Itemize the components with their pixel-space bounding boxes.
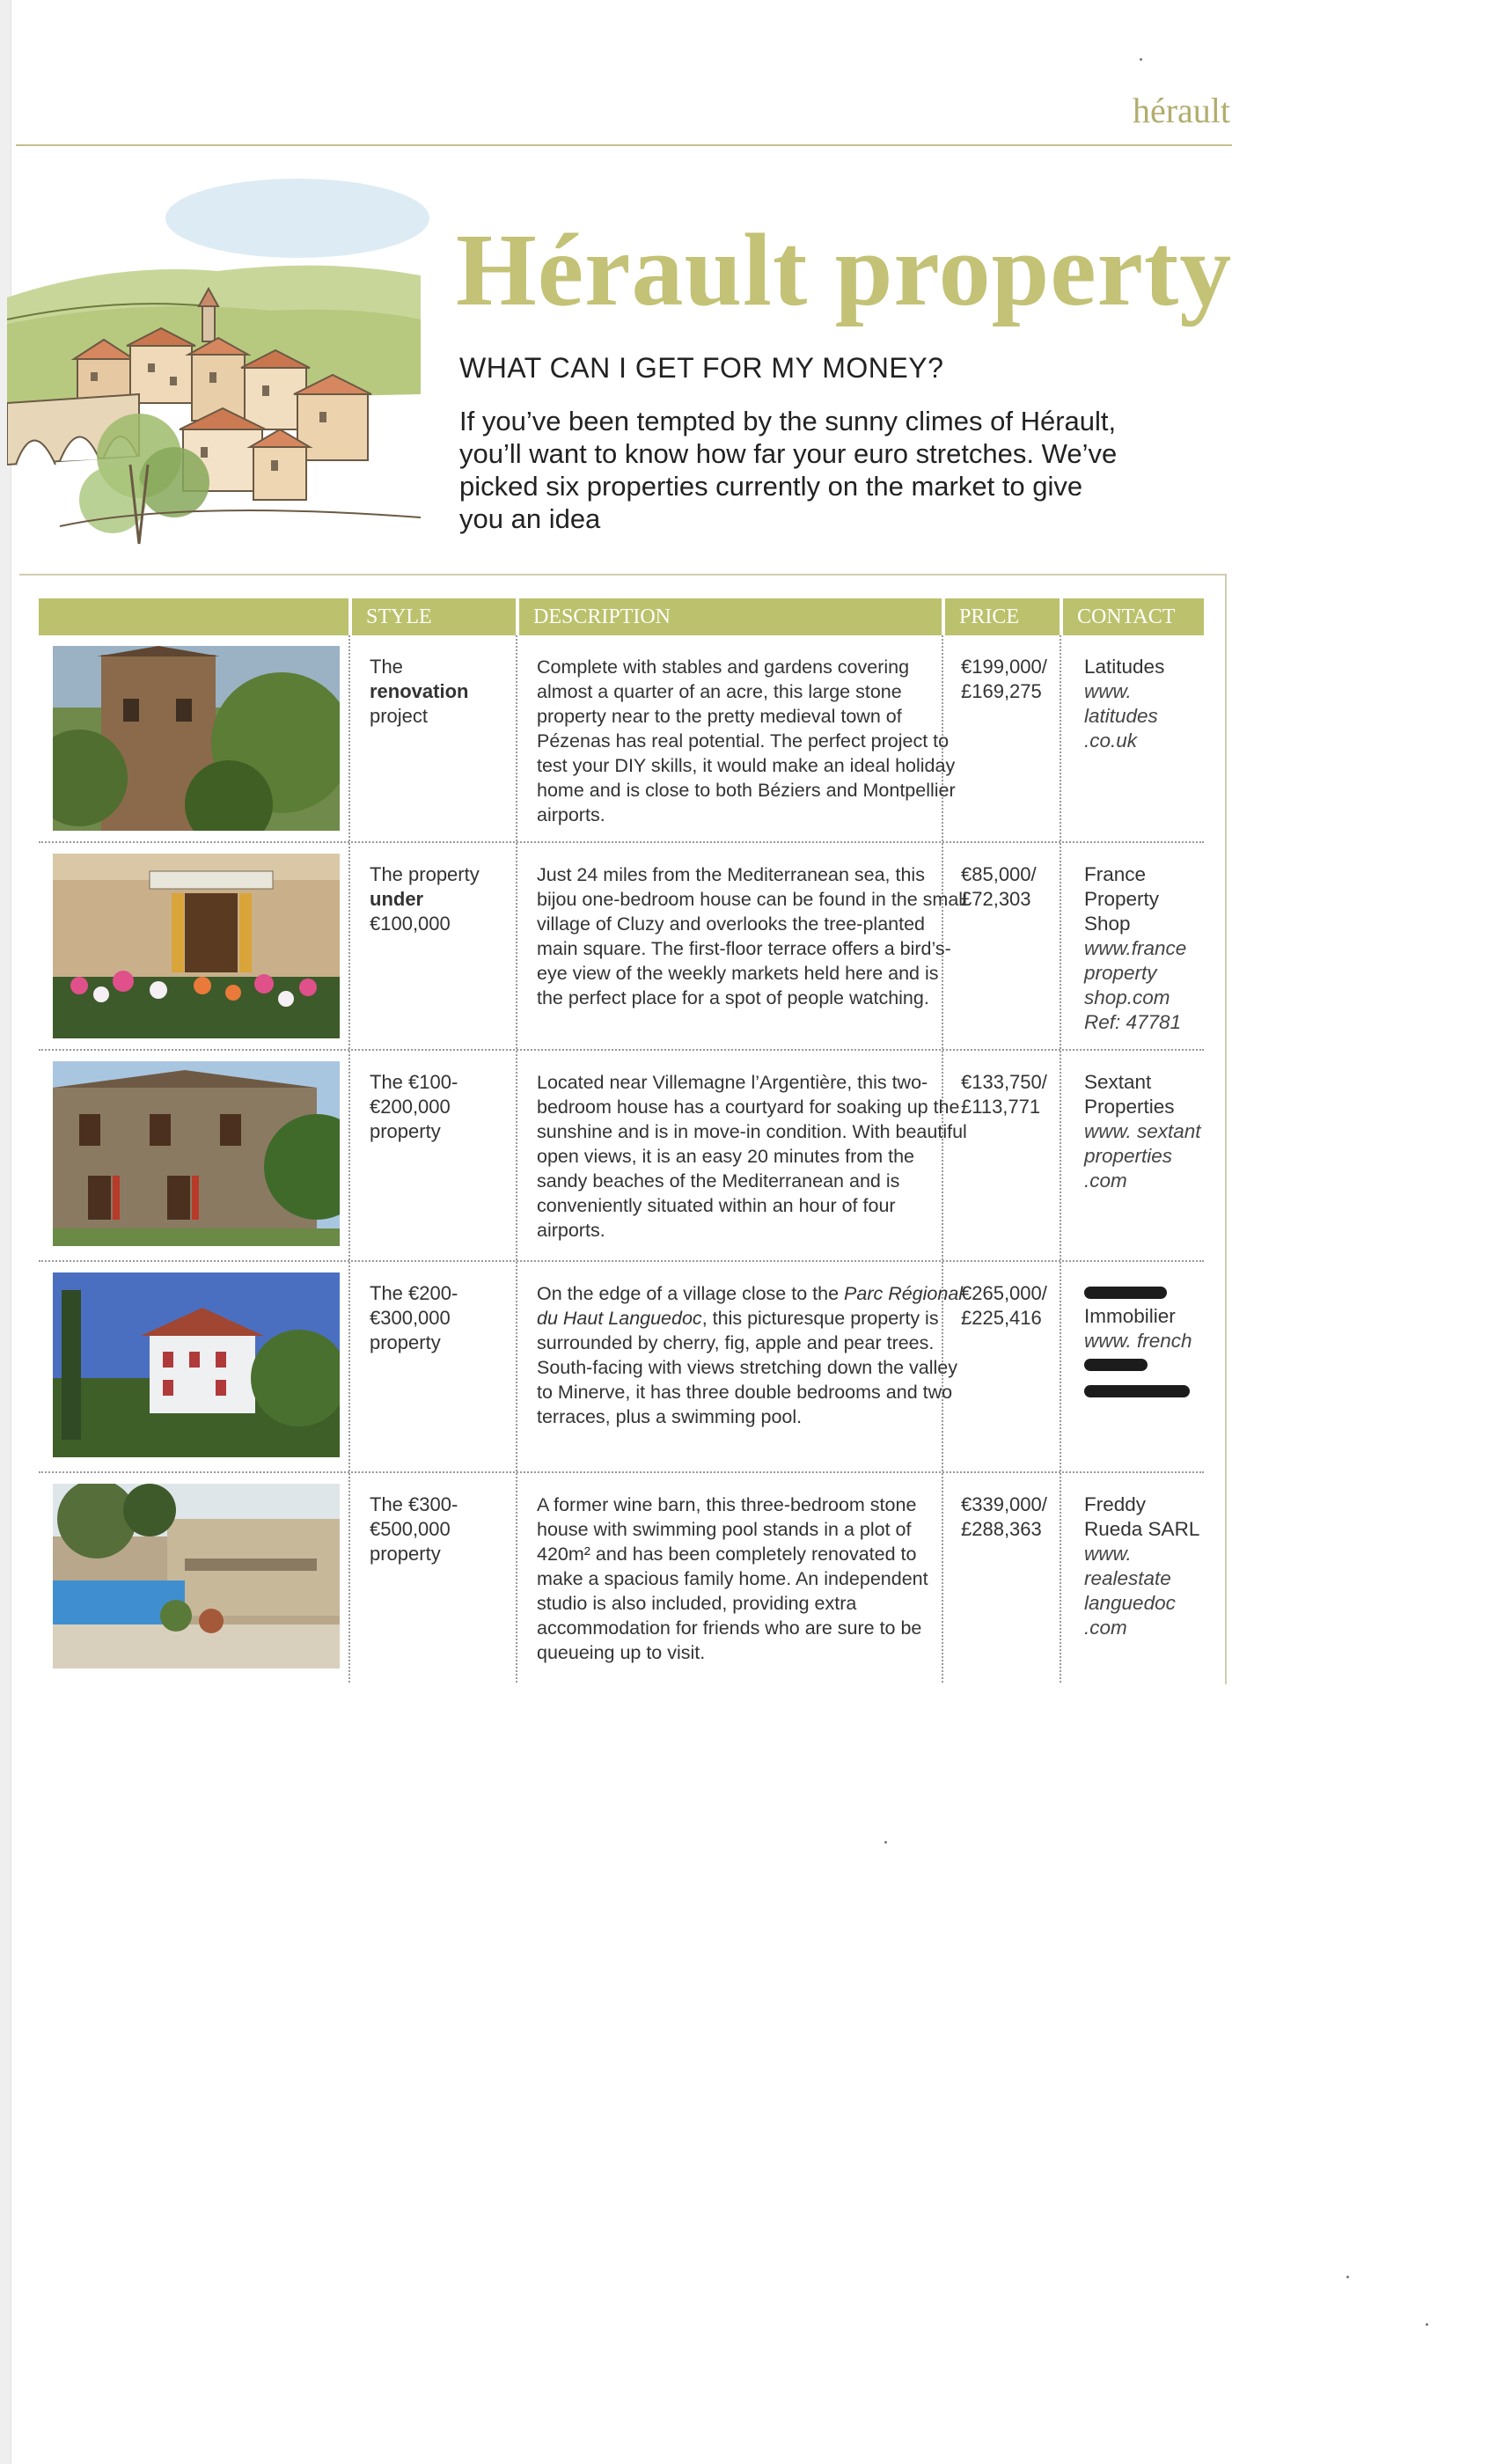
header-rule [16,144,1232,146]
price-cell: €85,000/ £72,303 [961,863,1037,910]
style-cell: The €200- €300,000 property [370,1282,458,1353]
scan-speck [1140,58,1142,61]
table-row [39,1262,1204,1471]
subheading: WHAT CAN I GET FOR MY MONEY? [459,352,944,384]
table-row [39,1473,1204,1683]
header-photo-cell [39,598,348,635]
price-cell: €265,000/ £225,416 [961,1282,1047,1329]
description-cell: On the edge of a village close to the Parc Régional du Haut Languedoc, this picturesque property is surrounded by cherry, fig, apple and pear trees. South-facing with views stretching down the valley to Minerve, it has three double bedrooms and two terraces, plus a swimming pool. [537,1283,964,1427]
village-illustration [7,165,429,579]
price-cell: €199,000/ £169,275 [961,656,1047,702]
description-cell: Just 24 miles from the Mediterranean sea, this bijou one-bedroom house can be found in the small village of Cluzy and overlooks the tree-planted main square. The first-floor terrace offers a bird’s-eye view of the weekly markets held here and is the perfect place for a spot of people watching. [537,864,967,1008]
contact-cell: Sextant Properties www. sextant properties .com [1084,1071,1201,1192]
table-row [39,843,1204,1049]
table-row [39,1051,1204,1260]
contact-cell: Immobilier www. french [1084,1281,1207,1403]
description-cell: A former wine barn, this three-bedroom stone house with swimming pool stands in a plot of 420m² and has been completely renovated to make a spacious family home. An independent studio is also included, providing extra accommodation for friends who are sure to be queueing up to visit. [537,1494,928,1663]
property-photo-200-300000 [53,1272,340,1457]
property-photo-under-100000 [53,854,340,1038]
style-cell: The €300- €500,000 property [370,1493,458,1565]
header-contact: CONTACT [1063,598,1204,635]
contact-cell: Latitudes www. latitudes .co.uk [1084,656,1165,752]
running-head: hérault [1132,91,1230,130]
property-photo-300-500000 [53,1484,340,1668]
table-row [39,635,1204,841]
header-style: STYLE [352,598,516,635]
style-cell: The property under €100,000 [370,863,480,935]
contact-cell: France Property Shop www.france property shop.com Ref: 47781 [1084,863,1187,1033]
redaction-mark [1084,1287,1167,1299]
price-cell: €339,000/ £288,363 [961,1493,1047,1540]
description-cell: Complete with stables and gardens covering almost a quarter of an acre, this large stone property near to the pretty medieval town of Pézenas has real potential. The perfect project to test your DIY skills, it would make an ideal holiday home and is close to both Béziers and Montpellier airports. [537,656,956,825]
intro-paragraph: If you’ve been tempted by the sunny climes of Hérault, you’ll want to know how far your euro stretches. We’ve picked six properties currently on the market to give you an idea [459,406,1118,534]
page-title: Hérault property [456,212,1233,327]
description-cell: Located near Villemagne l’Argentière, this two-bedroom house has a courtyard for soaking up the sunshine and is in move-in condition. With beautiful open views, it is an easy 20 minutes from the sandy beaches of the Mediterranean and is conveniently situated within an hour of four airports. [537,1072,967,1241]
style-cell: The renovation project [370,656,469,727]
header-description: DESCRIPTION [519,598,942,635]
header-price: PRICE [945,598,1060,635]
redaction-mark [1084,1385,1190,1397]
property-photo-100-200000 [53,1061,340,1246]
contact-cell: Freddy Rueda SARL www. realestate languedoc .com [1084,1493,1200,1639]
scan-speck [884,1841,887,1844]
style-cell: The €100- €200,000 property [370,1071,458,1142]
scan-speck [1346,2276,1349,2278]
property-photo-renovation [53,646,340,831]
scan-speck [1426,2323,1428,2326]
price-cell: €133,750/ £113,771 [961,1071,1047,1118]
redaction-mark [1084,1359,1148,1371]
